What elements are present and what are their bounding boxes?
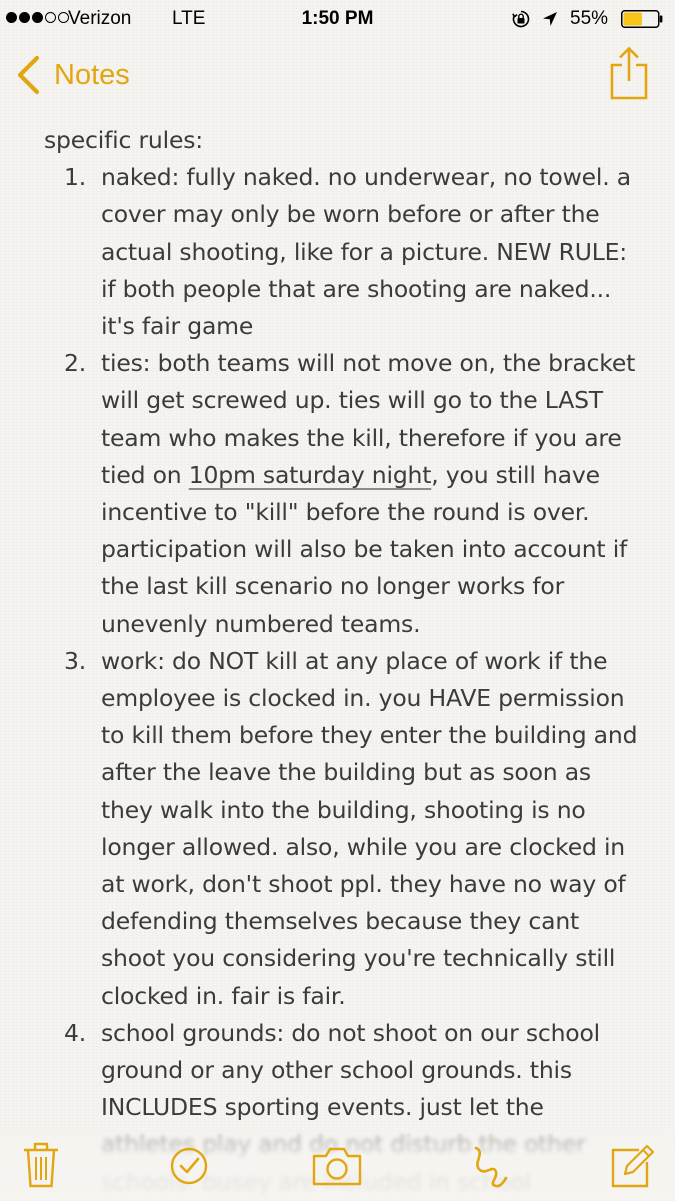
rule-text-line: unevenly numbered teams.: [101, 609, 421, 638]
rules-list: [44, 159, 644, 1201]
rule-number: 1.: [64, 163, 87, 192]
rule-item: [44, 159, 644, 345]
navigation-bar: [0, 40, 675, 110]
rule-text-line: incentive to "kill" before the round is over.: [101, 498, 590, 527]
network-type: LTE: [172, 8, 206, 29]
rule-text-line: participation will also be taken into account if: [101, 535, 628, 564]
status-time: 1:50 PM: [301, 8, 374, 29]
rule-text-line: longer allowed. also, while you are clocked in: [101, 832, 625, 861]
rule-text-line: clocked in. fair is fair.: [101, 981, 346, 1010]
checklist-icon[interactable]: [166, 1138, 212, 1190]
rule-text-line: to kill them before they enter the building and: [101, 721, 638, 750]
rule-number: 4.: [64, 1018, 87, 1047]
chevron-left-icon: [14, 55, 42, 95]
rule-number: 2.: [64, 349, 87, 378]
note-heading: specific rules:: [44, 126, 203, 154]
rule-text-line: naked: fully naked. no underwear, no towel. a: [101, 163, 631, 192]
rule-text-line: the last kill scenario no longer works for: [101, 572, 565, 601]
bottom-toolbar: [0, 1132, 675, 1200]
rule-text-line: after the leave the building but as soon as: [101, 758, 591, 787]
battery-icon: [621, 10, 663, 28]
rule-text-line: cover may only be worn before or after the: [101, 200, 600, 229]
compose-icon[interactable]: [609, 1138, 655, 1190]
rotation-lock-icon: [512, 10, 530, 28]
date-link[interactable]: 10pm saturday night: [188, 460, 432, 489]
rule-item: [44, 643, 644, 1015]
rule-text-line: school grounds: do not shoot on our school: [101, 1018, 600, 1047]
rule-text-line: at work, don't shoot ppl. they have no way of: [101, 870, 626, 899]
rule-text-line: work: do NOT kill at any place of work if the: [101, 646, 608, 675]
rule-text-line: actual shooting, like for a picture. NEW RULE:: [101, 237, 627, 266]
camera-icon[interactable]: [310, 1138, 364, 1190]
rule-text-line: ties: both teams will not move on, the bracket: [101, 349, 636, 378]
rule-item: [44, 345, 644, 643]
rule-text-line: [101, 457, 644, 494]
battery-percentage: 55%: [570, 8, 609, 29]
rule-text-fragment: , you still have: [431, 460, 600, 489]
note-content[interactable]: [44, 122, 644, 1201]
rule-number: 3.: [64, 646, 87, 675]
trash-icon[interactable]: [18, 1138, 64, 1190]
rule-text-line: they walk into the building, shooting is no: [101, 795, 586, 824]
rule-text-line: team who makes the kill, therefore if you are: [101, 423, 622, 452]
back-button-label: Notes: [54, 58, 130, 91]
rule-text-line: it's fair game: [101, 312, 254, 341]
rule-text-line: employee is clocked in. you HAVE permission: [101, 684, 625, 713]
rule-text-line: defending themselves because they cant: [101, 907, 580, 936]
battery-level-fill: [624, 13, 642, 26]
rule-text-fragment: tied on: [101, 460, 189, 489]
rule-text-line: INCLUDES sporting events. just let the: [101, 1093, 544, 1122]
rule-text-line: shoot you considering you're technically still: [101, 944, 616, 973]
status-bar: [0, 0, 675, 40]
rule-text-line: if both people that are shooting are naked...: [101, 274, 612, 303]
rule-text-line: will get screwed up. ties will go to the LAST: [101, 386, 603, 415]
back-button[interactable]: [14, 50, 130, 100]
rule-text-line: ground or any other school grounds. this: [101, 1056, 572, 1085]
carrier-name: Verizon: [68, 8, 132, 29]
share-icon[interactable]: [607, 45, 651, 101]
location-arrow-icon: [541, 10, 559, 28]
sketch-icon[interactable]: [466, 1138, 512, 1190]
